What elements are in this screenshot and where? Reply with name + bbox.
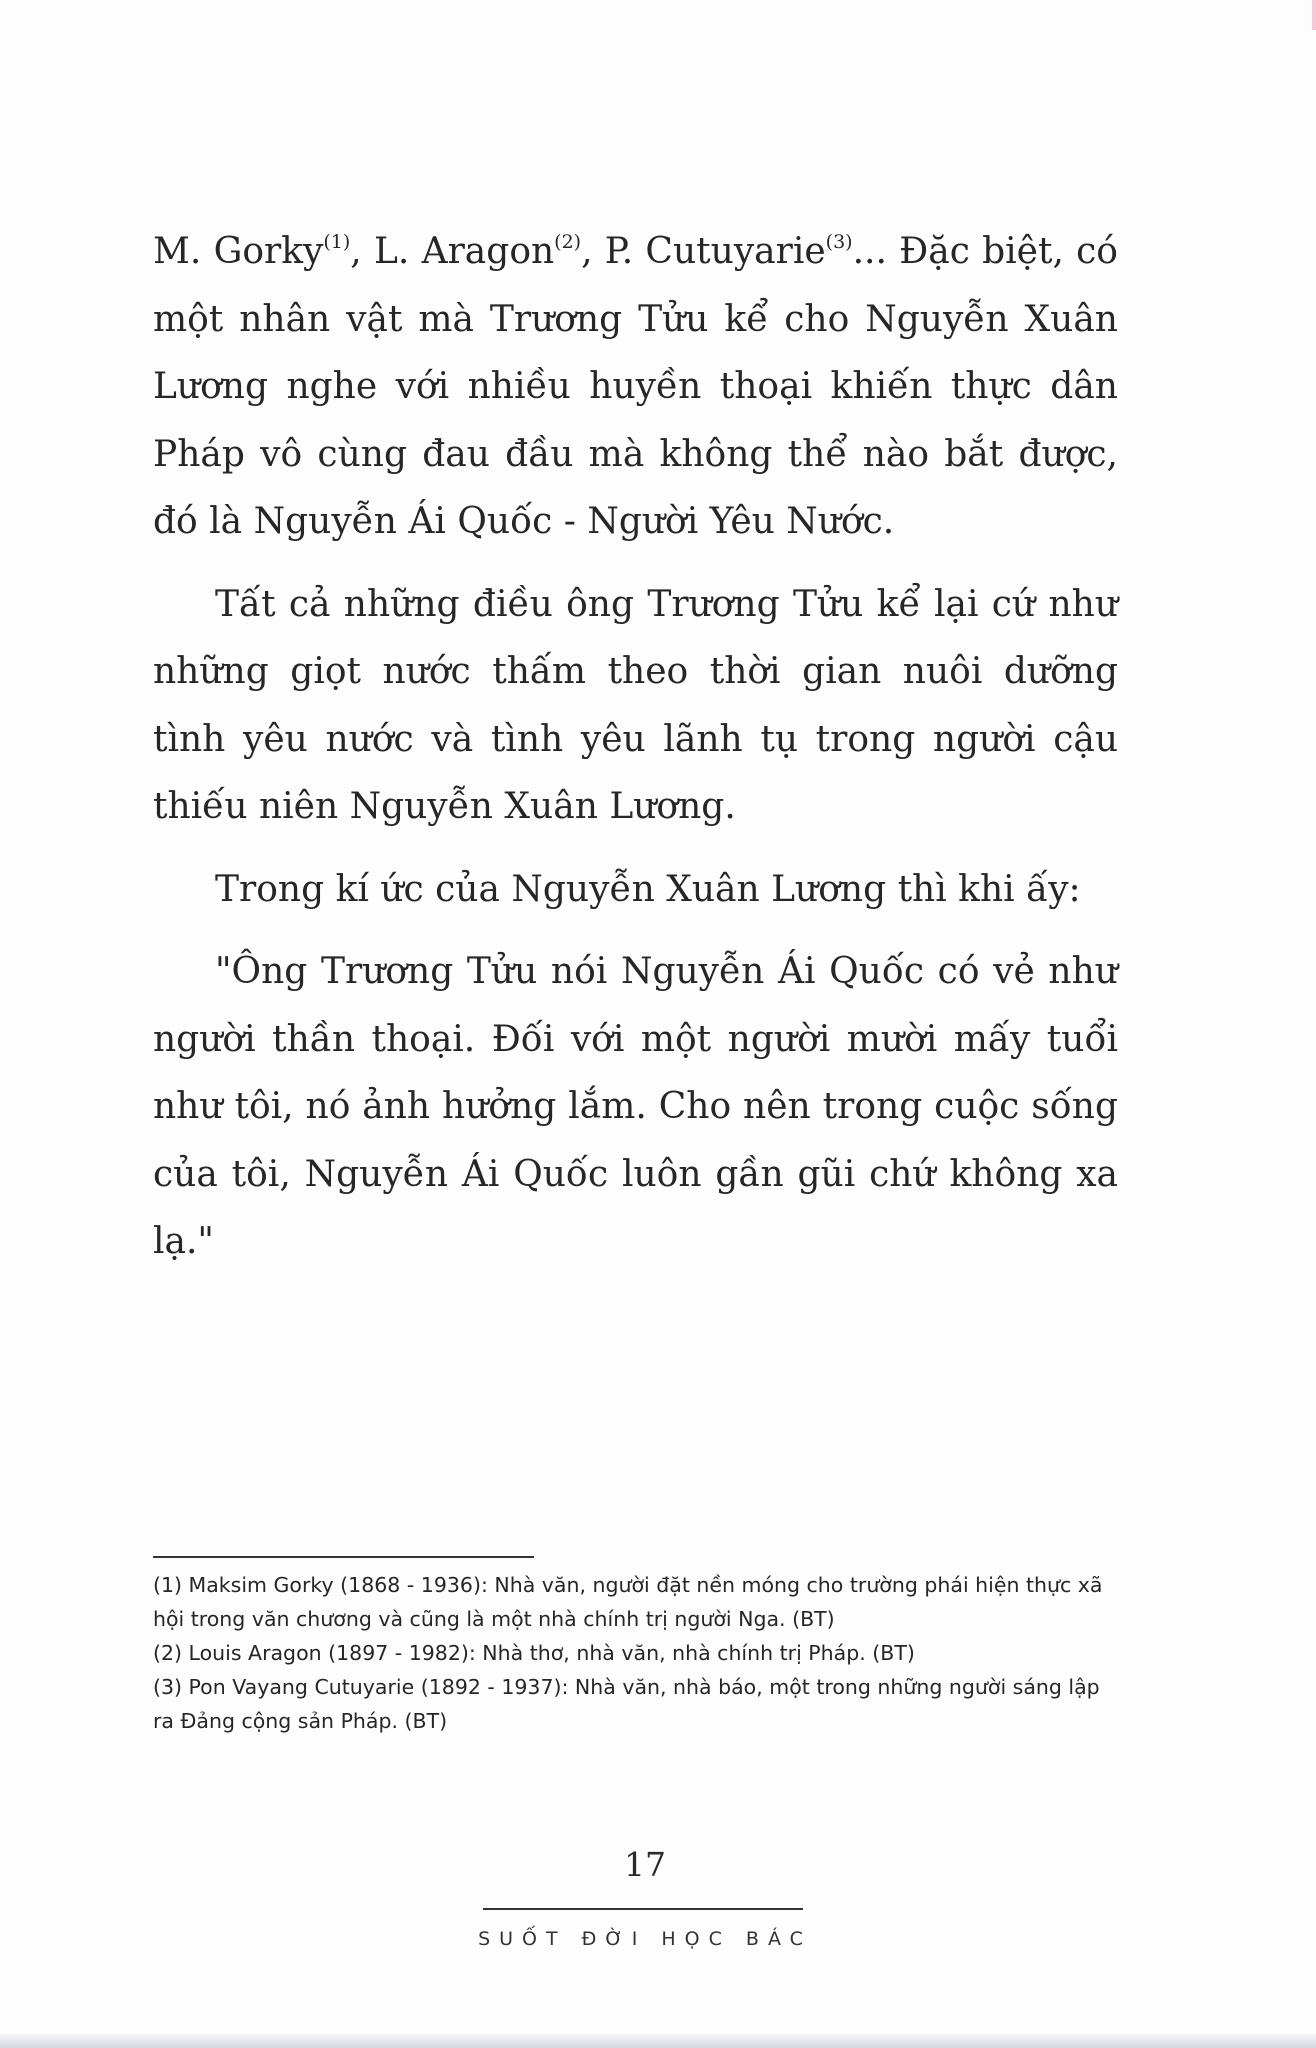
page-number-divider [483, 1908, 803, 1910]
text-segment: ... Đặc biệt, có một nhân vật mà Trương Tửu kể cho Nguyễn Xuân Lương nghe với nhiều huyền thoại khiến thực dân Pháp vô cùng đau đầu mà không thể nào bắt được, đó là Nguyễn Ái Quốc - Người Yêu Nước. [153, 231, 1118, 542]
page-bottom-edge [0, 2034, 1316, 2048]
paragraph-quote: "Ông Trương Tửu nói Nguyễn Ái Quốc có vẻ như người thần thoại. Đối với một người mười mấy tuổi như tôi, nó ảnh hưởng lắm. Cho nên trong cuộc sống của tôi, Nguyễn Ái Quốc luôn gần gũi chứ không xa lạ." [153, 951, 1118, 1262]
footnote-ref-3: (3) [825, 231, 853, 253]
footnote-ref-2: (2) [554, 231, 582, 253]
paragraph-2: Tất cả những điều ông Trương Tửu kể lại cứ như những giọt nước thấm theo thời gian nuôi dưỡng tình yêu nước và tình yêu lãnh tụ trong người cậu thiếu niên Nguyễn Xuân Lương. [153, 583, 1118, 827]
footnote-divider [153, 1556, 534, 1558]
running-title: SUỐT ĐỜI HỌC BÁC [478, 1928, 812, 1950]
paragraph-1 [153, 218, 1118, 556]
footnote-1: (1) Maksim Gorky (1868 - 1936): Nhà văn, người đặt nền móng cho trường phái hiện thực xã hội trong văn chương và cũng là một nhà chính trị người Nga. (BT) [153, 1573, 1103, 1631]
footnotes [153, 1568, 1123, 1738]
text-segment: , P. Cutuyarie [581, 231, 826, 272]
text-segment: M. Gorky [153, 231, 324, 272]
page-number: 17 [624, 1845, 666, 1884]
body-text [153, 218, 1118, 1276]
footnote-3: (3) Pon Vayang Cutuyarie (1892 - 1937): Nhà văn, nhà báo, một trong những người sáng lập ra Đảng cộng sản Pháp. (BT) [153, 1675, 1100, 1733]
page-edge [1312, 0, 1316, 30]
paragraph-3: Trong kí ức của Nguyễn Xuân Lương thì khi ấy: [215, 868, 1081, 910]
text-segment: , L. Aragon [350, 231, 555, 272]
footnote-ref-1: (1) [323, 231, 351, 253]
footnote-2: (2) Louis Aragon (1897 - 1982): Nhà thơ, nhà văn, nhà chính trị Pháp. (BT) [153, 1641, 915, 1665]
